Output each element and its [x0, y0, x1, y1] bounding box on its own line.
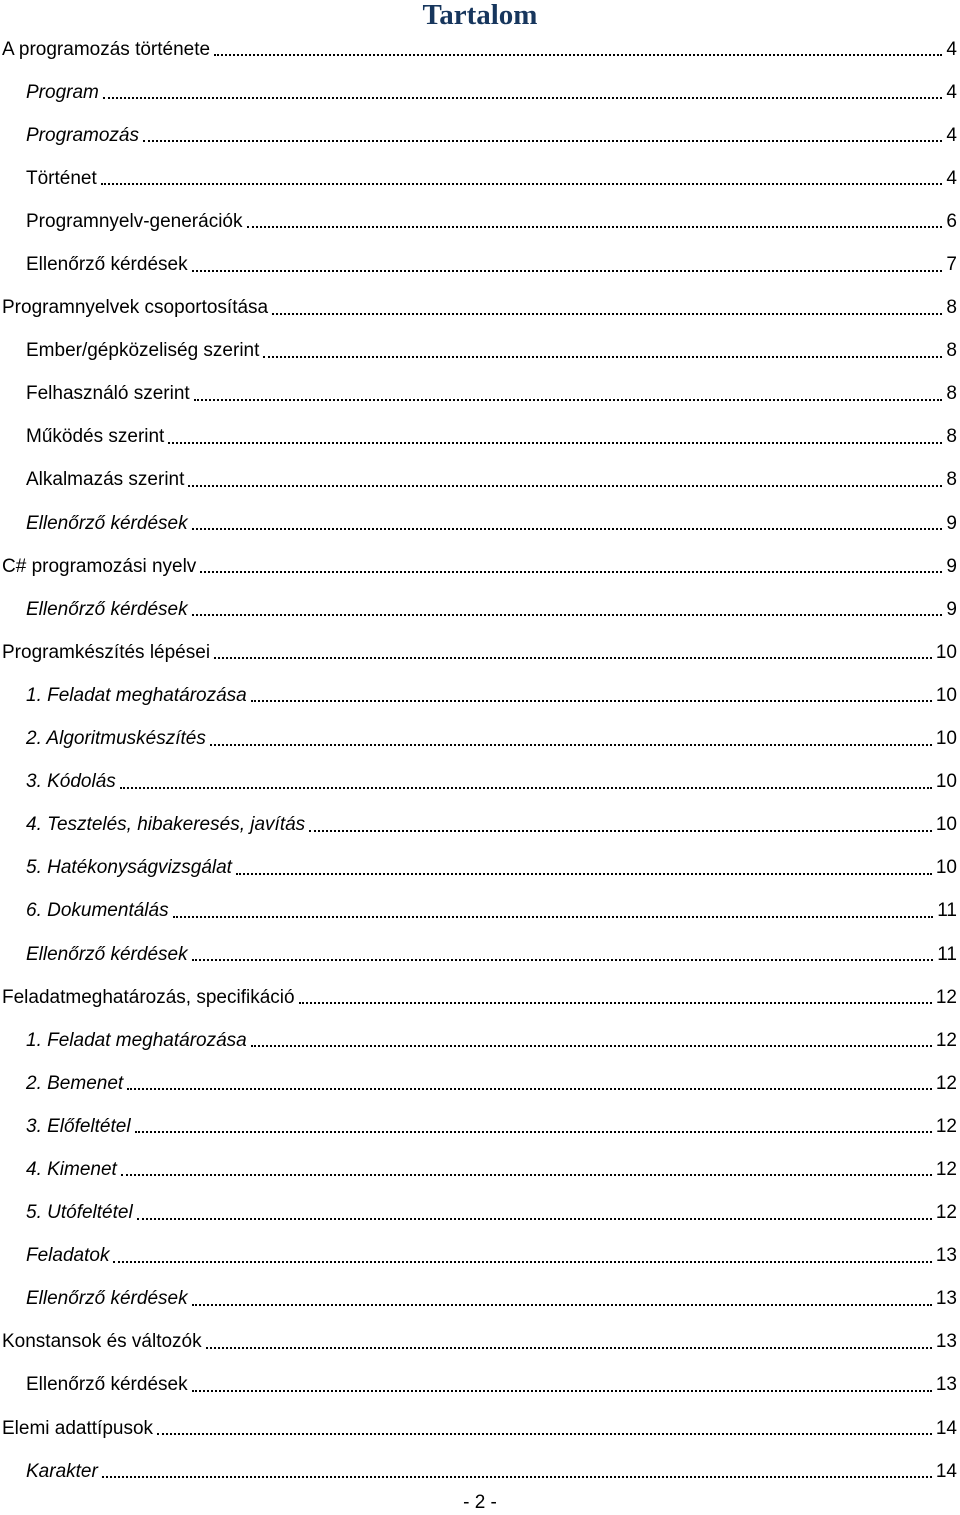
- toc-dot-leader: [137, 1199, 932, 1220]
- toc-dot-leader: [206, 1328, 932, 1349]
- toc-entry-label: C# programozási nyelv: [2, 555, 197, 577]
- toc-entry-page: 8: [946, 426, 957, 448]
- toc-dot-leader: [103, 78, 943, 99]
- toc-dot-leader: [192, 595, 943, 616]
- toc-entry-label: Programozás: [26, 124, 139, 146]
- toc-dot-leader: [263, 337, 942, 358]
- toc-dot-leader: [120, 768, 932, 789]
- toc-entry[interactable]: [0, 1321, 960, 1364]
- toc-entry-page: 7: [946, 254, 957, 276]
- toc-entry-page: 11: [937, 900, 957, 922]
- toc-entry-label: Ellenőrző kérdések: [26, 1288, 188, 1310]
- toc-entry-page: 12: [935, 1202, 957, 1224]
- toc-entry-label: Történet: [26, 167, 97, 189]
- toc-entry[interactable]: [0, 157, 960, 200]
- toc-dot-leader: [121, 1155, 932, 1176]
- toc-entry-label: 2. Algoritmuskészítés: [26, 728, 206, 750]
- toc-entry[interactable]: [0, 761, 960, 804]
- toc-dot-leader: [214, 638, 932, 659]
- toc-entry-page: 9: [946, 555, 957, 577]
- toc-entry-page: 8: [946, 297, 957, 319]
- toc-entry[interactable]: [0, 847, 960, 890]
- toc-entry-page: 10: [935, 728, 957, 750]
- toc-entry-page: 10: [935, 641, 957, 663]
- toc-entry[interactable]: [0, 200, 960, 243]
- toc-entry[interactable]: [0, 1278, 960, 1321]
- toc-dot-leader: [309, 811, 932, 832]
- toc-entry-label: 1. Feladat meghatározása: [26, 1029, 247, 1051]
- toc-entry-label: Ellenőrző kérdések: [26, 512, 188, 534]
- toc-dot-leader: [236, 854, 932, 875]
- toc-entry-page: 8: [946, 469, 957, 491]
- toc-entry-label: 5. Utófeltétel: [26, 1202, 133, 1224]
- toc-dot-leader: [299, 983, 932, 1004]
- toc-list: [0, 28, 960, 1493]
- toc-entry[interactable]: [0, 114, 960, 157]
- toc-entry-label: Feladatok: [26, 1245, 110, 1267]
- toc-entry-page: 10: [935, 771, 957, 793]
- toc-entry-page: 14: [935, 1460, 957, 1482]
- toc-entry[interactable]: [0, 373, 960, 416]
- toc-entry[interactable]: [0, 545, 960, 588]
- toc-dot-leader: [210, 725, 932, 746]
- toc-dot-leader: [192, 940, 934, 961]
- toc-entry-page: 10: [935, 814, 957, 836]
- toc-dot-leader: [272, 294, 942, 315]
- toc-entry[interactable]: [0, 330, 960, 373]
- toc-entry-label: 5. Hatékonyságvizsgálat: [26, 857, 232, 879]
- toc-entry-page: 4: [946, 81, 957, 103]
- toc-entry[interactable]: [0, 502, 960, 545]
- toc-entry-page: 4: [946, 167, 957, 189]
- toc-entry[interactable]: [0, 459, 960, 502]
- toc-entry[interactable]: [0, 804, 960, 847]
- toc-entry-label: Felhasználó szerint: [26, 383, 190, 405]
- toc-dot-leader: [192, 509, 943, 530]
- toc-entry-label: 3. Előfeltétel: [26, 1115, 131, 1137]
- toc-entry[interactable]: [0, 416, 960, 459]
- toc-entry-page: 10: [935, 684, 957, 706]
- toc-dot-leader: [157, 1414, 932, 1435]
- toc-dot-leader: [168, 423, 942, 444]
- toc-entry-label: 4. Tesztelés, hibakeresés, javítás: [26, 814, 306, 836]
- toc-entry-page: 12: [935, 1115, 957, 1137]
- toc-entry[interactable]: [0, 243, 960, 286]
- toc-entry[interactable]: [0, 1019, 960, 1062]
- toc-entry-label: Ellenőrző kérdések: [26, 254, 188, 276]
- toc-entry-label: Konstansok és változók: [2, 1331, 202, 1353]
- toc-dot-leader: [251, 1026, 932, 1047]
- toc-entry-label: Alkalmazás szerint: [26, 469, 185, 491]
- toc-entry-page: 13: [935, 1288, 957, 1310]
- toc-dot-leader: [113, 1242, 931, 1263]
- toc-entry[interactable]: [0, 674, 960, 717]
- toc-entry-label: Működés szerint: [26, 426, 165, 448]
- toc-dot-leader: [192, 1371, 932, 1392]
- toc-entry-page: 12: [935, 986, 957, 1008]
- toc-dot-leader: [192, 251, 943, 272]
- toc-entry[interactable]: [0, 71, 960, 114]
- toc-entry-page: 11: [937, 943, 957, 965]
- toc-dot-leader: [194, 380, 943, 401]
- toc-entry-label: Ellenőrző kérdések: [26, 598, 188, 620]
- toc-entry-page: 12: [935, 1072, 957, 1094]
- toc-entry-page: 10: [935, 857, 957, 879]
- toc-entry-label: Elemi adattípusok: [2, 1417, 154, 1439]
- toc-entry[interactable]: [0, 1364, 960, 1407]
- toc-entry-page: 8: [946, 340, 957, 362]
- toc-entry-page: 9: [946, 598, 957, 620]
- toc-entry-label: Programkészítés lépései: [2, 641, 211, 663]
- toc-entry[interactable]: [0, 588, 960, 631]
- toc-entry-label: Programnyelvek csoportosítása: [2, 297, 269, 319]
- toc-dot-leader: [214, 35, 942, 56]
- toc-entry-label: Program: [26, 81, 99, 103]
- toc-title: Tartalom: [422, 0, 538, 31]
- toc-dot-leader: [127, 1069, 932, 1090]
- toc-entry-label: Karakter: [26, 1460, 98, 1482]
- toc-entry-page: 12: [935, 1029, 957, 1051]
- toc-entry-page: 4: [946, 38, 957, 60]
- toc-entry[interactable]: [0, 718, 960, 761]
- toc-dot-leader: [173, 897, 934, 918]
- toc-entry[interactable]: [0, 1235, 960, 1278]
- toc-entry[interactable]: [0, 631, 960, 674]
- toc-entry-page: 9: [946, 512, 957, 534]
- toc-dot-leader: [251, 681, 932, 702]
- toc-entry-page: 14: [935, 1417, 957, 1439]
- toc-entry-label: Ellenőrző kérdések: [26, 1374, 188, 1396]
- toc-entry[interactable]: [0, 287, 960, 330]
- toc-entry-label: Ember/gépközeliség szerint: [26, 340, 260, 362]
- toc-dot-leader: [247, 207, 943, 228]
- toc-entry-label: 1. Feladat meghatározása: [26, 684, 247, 706]
- toc-entry-label: A programozás története: [2, 38, 211, 60]
- toc-entry[interactable]: [0, 1062, 960, 1105]
- toc-entry-page: 13: [935, 1245, 957, 1267]
- toc-entry[interactable]: [0, 1192, 960, 1235]
- toc-dot-leader: [135, 1112, 932, 1133]
- toc-entry-page: 13: [935, 1374, 957, 1396]
- toc-entry-label: Feladatmeghatározás, specifikáció: [2, 986, 295, 1008]
- toc-dot-leader: [200, 552, 942, 573]
- toc-dot-leader: [188, 466, 942, 487]
- toc-entry[interactable]: [0, 1450, 960, 1493]
- toc-entry-label: Programnyelv-generációk: [26, 210, 243, 232]
- toc-entry[interactable]: [0, 976, 960, 1019]
- toc-dot-leader: [102, 1457, 932, 1478]
- toc-entry[interactable]: [0, 933, 960, 976]
- toc-dot-leader: [101, 164, 943, 185]
- toc-entry-page: 13: [935, 1331, 957, 1353]
- toc-entry[interactable]: [0, 1105, 960, 1148]
- toc-dot-leader: [143, 121, 942, 142]
- toc-entry-label: Ellenőrző kérdések: [26, 943, 188, 965]
- toc-entry-page: 8: [946, 383, 957, 405]
- toc-entry-page: 12: [935, 1158, 957, 1180]
- toc-entry-label: 3. Kódolás: [26, 771, 116, 793]
- toc-entry-label: 4. Kimenet: [26, 1158, 117, 1180]
- toc-entry[interactable]: [0, 1148, 960, 1191]
- toc-dot-leader: [192, 1285, 932, 1306]
- toc-entry[interactable]: [0, 1407, 960, 1450]
- toc-entry-label: 6. Dokumentálás: [26, 900, 169, 922]
- toc-entry-label: 2. Bemenet: [26, 1072, 124, 1094]
- toc-entry-page: 6: [946, 210, 957, 232]
- toc-entry-page: 4: [946, 124, 957, 146]
- toc-entry[interactable]: [0, 890, 960, 933]
- toc-entry[interactable]: [0, 28, 960, 71]
- page-number: - 2 -: [463, 1492, 497, 1513]
